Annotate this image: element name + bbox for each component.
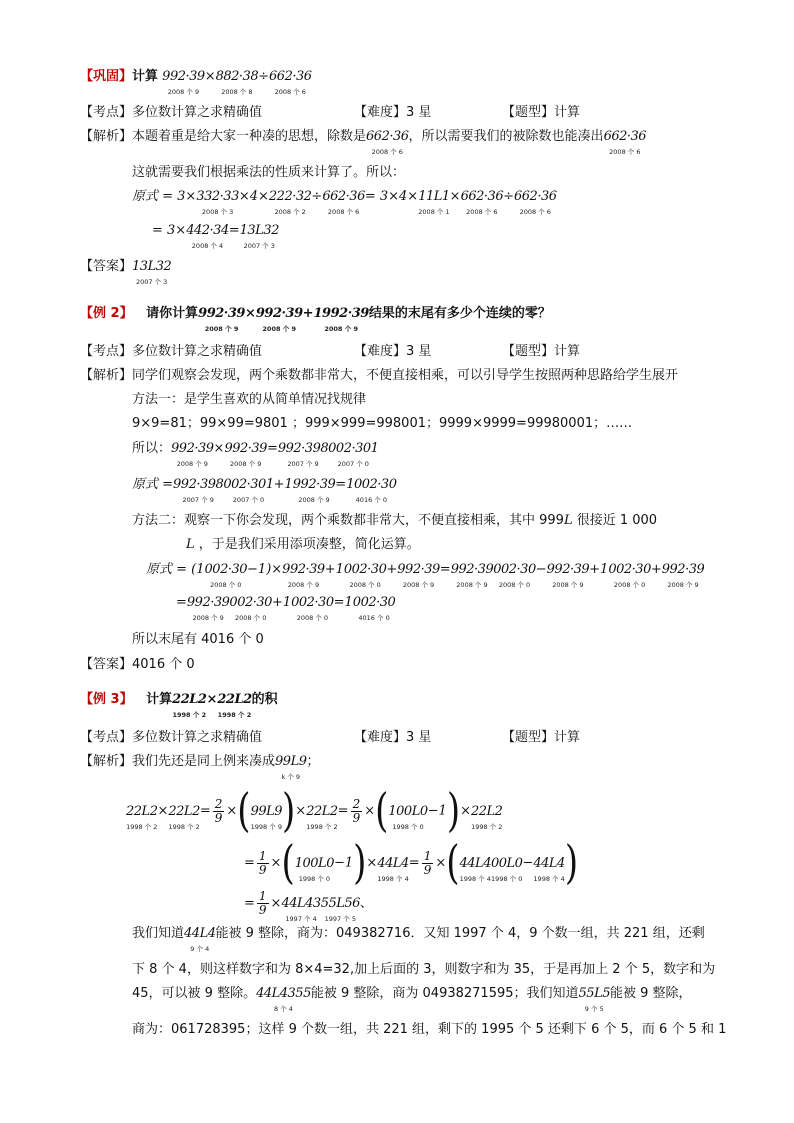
repeated-number: 662·36 2008 个 6: [603, 129, 647, 156]
example-2-title: 【例 2】 请你计算992·39 2008 个 9 ×992·39 2008 个 9 +1992·39 2008 个 9 结果的末尾有多少个连续的零？: [80, 306, 551, 333]
method-two-cont: L ，于是我们采用添项凑整，简化运算。: [186, 537, 420, 552]
repeated-number: 002·30 2008 个 0: [229, 595, 272, 622]
meta-row: 【考点】多位数计算之求精确值 【难度】3 星 【题型】计算: [80, 730, 581, 745]
formula-line: =992·39 2008 个 9 002·30 2008 个 0 +1002·30 2008 个 0 =1002·30 4016 个 0: [176, 595, 396, 622]
repeated-number: 992·398 2007 个 9: [277, 441, 329, 468]
repeated-number: 00L0 1998 个 0: [490, 855, 523, 883]
repeated-number: 442·34 2008 个 4: [186, 223, 229, 250]
analysis-line: 【解析】同学们观察会发现，两个乘数都非常大，不便直接相乘，可以引导学生按照两种思路给学生展开: [80, 368, 679, 383]
repeated-number: 662·36 2008 个 6: [460, 189, 504, 216]
analysis-line: 【解析】我们先还是同上例来凑成99L9 k 个 9 ；: [80, 754, 320, 781]
repeated-number: 992·39 2008 个 9: [171, 441, 214, 468]
consolidation-text: 计算: [132, 69, 159, 84]
repeated-number: 992·39 2008 个 9: [292, 477, 336, 504]
repeated-number: 992·39 2008 个 9: [546, 562, 590, 589]
example-tag: 【例 2】: [80, 306, 133, 321]
kaodian-value: 多位数计算之求精确值: [132, 105, 263, 120]
answer-line: 【答案】4016 个 0: [80, 657, 195, 672]
fraction: $\frac{1}{9}$: [258, 889, 267, 917]
example-tag: 【例 3】: [80, 692, 133, 707]
fraction: $\frac{1}{9}$: [423, 848, 432, 877]
consolidation-tag: 【巩固】: [80, 69, 133, 84]
repeated-number: 99L9 1998 个 9: [250, 803, 283, 831]
repeated-number: 992·39 2008 个 9: [282, 562, 325, 589]
repeated-number: 44L4 1998 个 4: [533, 855, 565, 883]
question-type: 【题型】计算: [502, 105, 581, 120]
repeated-number: 44L4 9 个 4: [184, 926, 216, 953]
repeated-number: 100L0 1998 个 0: [294, 855, 334, 883]
formula-line: = $\frac{1}{9}$ ×(100L0 1998 个 0 −1)×44L4 1998 个 4 = $\frac{1}{9}$ ×(44L4 1998 个 4 00L0 1998 个 0 −44L4 1998 个 4 ): [244, 836, 579, 890]
repeated-number: 992·39 2008 个 9: [255, 306, 303, 333]
meta-row: 【考点】多位数计算之求精确值 【难度】3 星 【题型】计算: [80, 344, 581, 359]
repeated-number: 99L9 k 个 9: [275, 754, 307, 781]
repeated-number: 662·36 2008 个 6: [514, 189, 557, 216]
repeated-number: 22L2 1998 个 2: [126, 803, 158, 831]
repeated-number: 44L4355 8 个 4: [256, 986, 311, 1013]
repeated-number: 002·301 2007 个 0: [328, 441, 379, 468]
fraction: $\frac{2}{9}$: [352, 796, 361, 825]
operator: ÷: [258, 69, 270, 84]
repeated-number: 002·30 2008 个 0: [493, 562, 536, 589]
formula-line: 原式 = 3×332·33 2008 个 3 ×4×222·32 2008 个 2 ÷662·36 2008 个 6 = 3×4×11L1 2008 个 1 ×662·36 2008 个 6 ÷662·36 2008 个 6: [132, 189, 557, 216]
paragraph-line: 45，可以被 9 整除。44L4355 8 个 4 能被 9 整除，商为 04938271595；我们知道55L5 9 个 5 能被 9 整除，: [132, 986, 692, 1013]
analysis-text: 本题着重是给大家一种凑的思想，除数是: [132, 129, 367, 144]
formula-line: = 3×442·34 2008 个 4 =13L32 2007 个 3: [152, 223, 279, 250]
repeated-number: 11L1 2008 个 1: [418, 189, 450, 216]
repeated-number: 22L2 1998 个 2: [217, 692, 252, 719]
formula-line: = $\frac{1}{9}$ ×44L43 1997 个 4 55L56 1997 个 5 、: [244, 889, 373, 923]
difficulty: 【难度】3 星: [354, 105, 432, 120]
repeated-number: 992·39 2008 个 9: [162, 69, 205, 96]
formula-line: 22L2 1998 个 2 ×22L2 1998 个 2 = $\frac{2}{9}$ ×(99L9 1998 个 9 )×22L2 1998 个 2 = $\frac{2}{9}$ ×(100L0 1998 个 0 −1)×22L2 1998 个 2: [126, 784, 503, 838]
method-one: 方法一：是学生喜欢的从简单情况找规律: [132, 392, 367, 407]
method-two: 方法二：观察一下你会发现，两个乘数都非常大，不便直接相乘，其中 999L 很接近 1 000: [132, 513, 658, 528]
repeated-number: 882·38 2008 个 8: [215, 69, 259, 96]
fraction: $\frac{1}{9}$: [258, 848, 267, 877]
paragraph-line: 下 8 个 4，则这样数字和为 8×4=32,加上后面的 3，则数字和为 35，于是再加上 2 个 5，数字和为: [132, 962, 716, 977]
repeated-number: 992·398 2007 个 9: [173, 477, 224, 504]
analysis-tag: 【解析】: [80, 129, 133, 144]
repeated-number: 002·30 2008 个 0: [608, 562, 651, 589]
repeated-number: 002·30 2008 个 0: [343, 562, 387, 589]
repeated-number: 222·32 2008 个 2: [268, 189, 312, 216]
repeated-number: 44L4 1998 个 4: [459, 855, 491, 883]
pattern-line: 9×9=81；99×99=9801 ；999×999=998001；9999×9999=99980001；……: [132, 416, 633, 431]
answer-tag: 【答案】: [80, 259, 133, 274]
meta-row: [80, 104, 720, 122]
repeated-number: 332·33 2008 个 3: [196, 189, 239, 216]
repeated-number: 22L2 1998 个 2: [168, 803, 200, 831]
repeated-number: 002·301 2007 个 0: [223, 477, 274, 504]
repeated-number: 55L5 9 个 5: [578, 986, 610, 1013]
repeated-number: 13L32 2007 个 3: [239, 223, 279, 250]
paragraph-line: 商为：061728395；这样 9 个数一组，共 221 组，剩下的 1995 个 5 还剩下 6 个 5，而 6 个 5 和 1: [132, 1022, 727, 1037]
fraction: $\frac{2}{9}$: [214, 796, 223, 825]
repeated-number: 992·39 2008 个 9: [661, 562, 705, 589]
repeated-number: 55L56 1997 个 5: [320, 896, 360, 923]
repeated-number: 002·30 4016 个 0: [352, 595, 396, 622]
repeated-number: 13L32 2007 个 3: [132, 259, 172, 286]
repeated-number: 22L2 1998 个 2: [172, 692, 207, 719]
formula-line: 原式 = (1002·30 2008 个 0 −1)×992·39 2008 个 9 +1002·30 2008 个 0 +992·39 2008 个 9 =992·39 2008 个 9 002·30 2008 个 0 −992·39 2008 个 9 +1002·30 2008 个 0 +992·39 2008 个 9: [146, 562, 705, 589]
repeated-number: 22L2 1998 个 2: [306, 803, 338, 831]
repeated-number: 992·39 2008 个 9: [198, 306, 245, 333]
paragraph-line: 我们知道44L4 9 个 4 能被 9 整除，商为：049382716．又知 1997 个 4，9 个数一组，共 221 组，还剩: [132, 926, 705, 953]
repeated-number: 662·36 2008 个 6: [366, 129, 409, 156]
repeated-number: 992·39 2008 个 9: [397, 562, 440, 589]
analysis-text: 这就需要我们根据乘法的性质来计算了。所以：: [132, 165, 406, 180]
repeated-number: 22L2 1998 个 2: [470, 803, 503, 831]
conclusion: 所以末尾有 4016 个 0: [132, 632, 264, 647]
analysis-line: [80, 128, 646, 154]
repeated-number: 992·39 2008 个 9: [224, 441, 267, 468]
repeated-number: 992·39 2008 个 9: [186, 595, 230, 622]
repeated-number: 1992·39 2008 个 9: [313, 306, 369, 333]
operator: ×: [204, 69, 216, 84]
repeated-number: 44L43 1997 个 4: [281, 896, 321, 923]
repeated-number: 002·30 2008 个 0: [291, 595, 334, 622]
repeated-number: 662·36 2008 个 6: [269, 69, 312, 96]
repeated-number: 100L0 1998 个 0: [388, 803, 428, 831]
formula-line: 所以：992·39 2008 个 9 ×992·39 2008 个 9 =992·398 2007 个 9 002·301 2007 个 0: [132, 441, 379, 468]
answer-line: [80, 258, 171, 284]
repeated-number: 1002·30 4016 个 0: [346, 477, 397, 504]
repeated-number: 44L4 1998 个 4: [377, 855, 409, 883]
kaodian-tag: 【考点】: [80, 105, 133, 120]
example-3-title: 【例 3】 计算22L2 1998 个 2 ×22L2 1998 个 2 的积: [80, 692, 278, 719]
analysis-text: ，所以需要我们的被除数也能凑出: [408, 129, 604, 144]
repeated-number: 002·30 2008 个 0: [204, 562, 248, 589]
repeated-number: 992·39 2008 个 9: [450, 562, 494, 589]
formula-line: 原式 =992·398 2007 个 9 002·301 2007 个 0 +1992·39 2008 个 9 =1002·30 4016 个 0: [132, 477, 397, 504]
consolidation-problem: [80, 68, 312, 94]
repeated-number: 662·36 2008 个 6: [322, 189, 365, 216]
